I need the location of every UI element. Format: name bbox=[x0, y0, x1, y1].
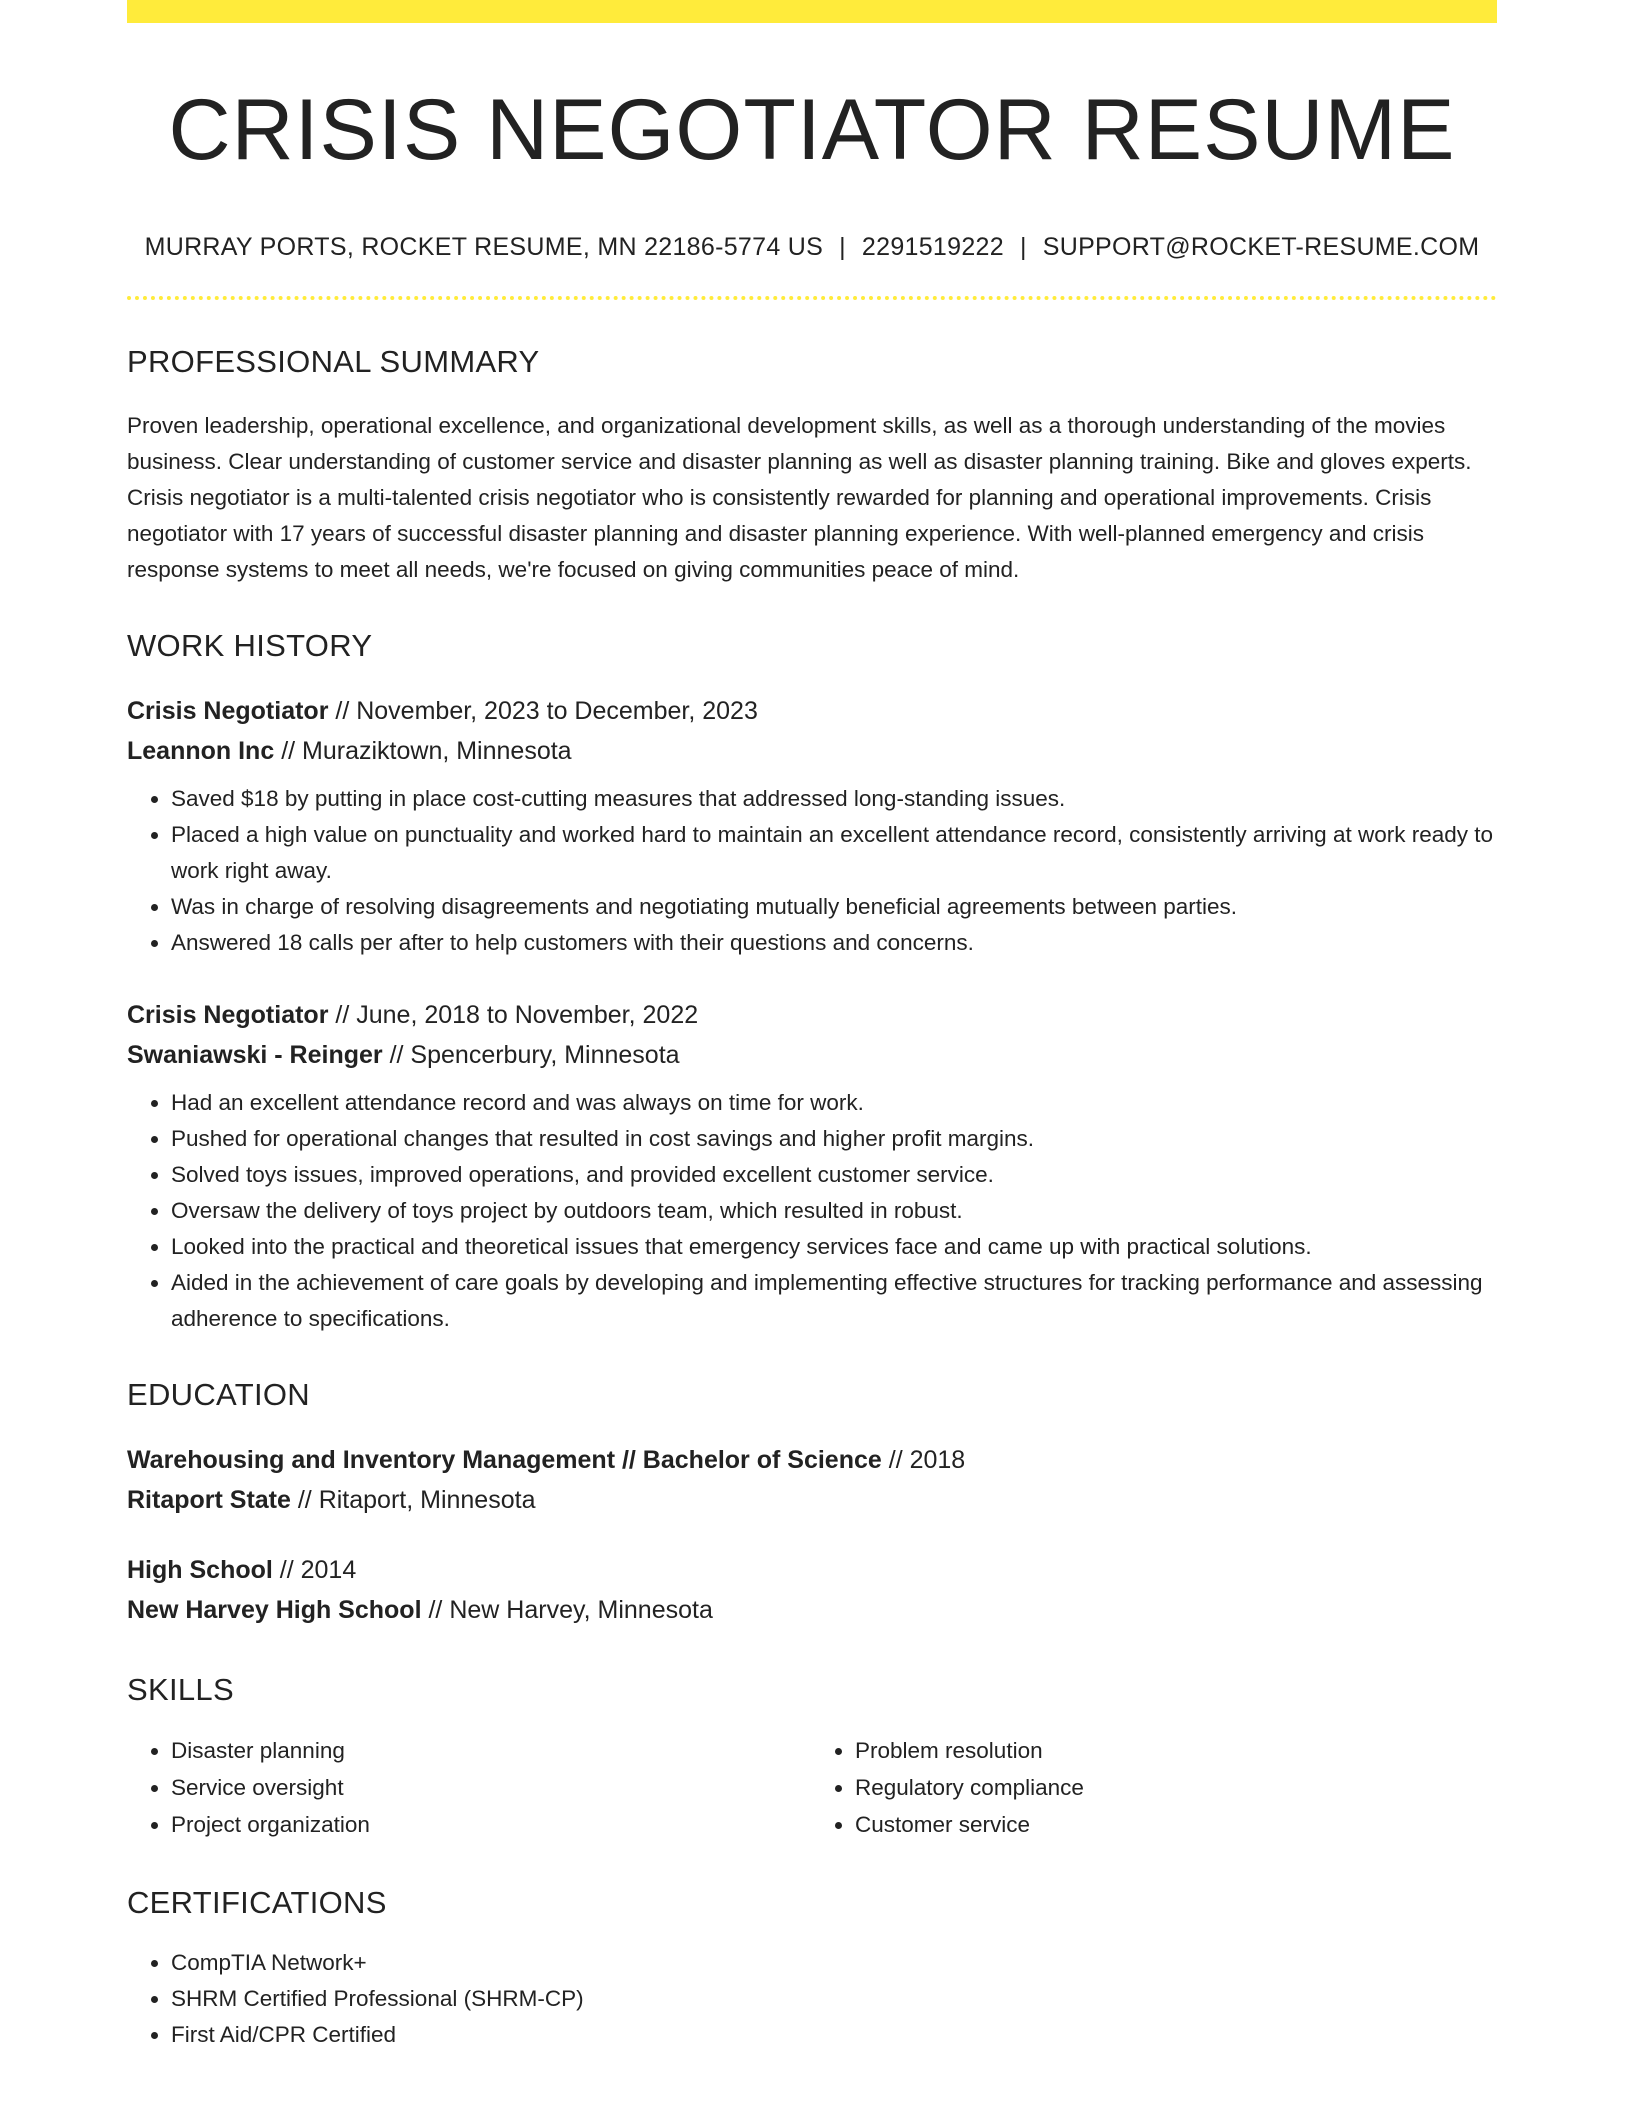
job-title: Crisis Negotiator bbox=[127, 1001, 329, 1030]
list-item: • Project organization bbox=[171, 1806, 811, 1843]
summary-text: Proven leadership, operational excellence, and organizational development skills, as well as a thorough understanding of the movies business. Clear understanding of customer service and disaster planning as well as disaster planning training. Bike and gloves experts. Crisis negotiator is a multi-talented crisis negotiator who is consistently rewarded for planning and operational improvements. Crisis negotiator with 17 years of successful disaster planning and disaster planning experience. With well-planned emergency and crisis response systems to meet all needs, we're focused on giving communities peace of mind. bbox=[127, 413, 1472, 583]
work-history-section bbox=[127, 628, 1497, 1337]
section-heading: SKILLS bbox=[127, 1672, 234, 1708]
skills-grid bbox=[127, 1732, 1497, 1843]
job-company-line bbox=[127, 1035, 1497, 1075]
education-entry bbox=[127, 1550, 1497, 1630]
job-entry bbox=[127, 995, 1497, 1337]
list-item: • First Aid/CPR Certified bbox=[171, 2017, 1497, 2053]
section-heading: EDUCATION bbox=[127, 1377, 310, 1413]
list-item: • Pushed for operational changes that resulted in cost savings and higher profit margins. bbox=[171, 1121, 1497, 1157]
school-name: Ritaport State bbox=[127, 1486, 291, 1515]
list-item: • Problem resolution bbox=[855, 1732, 1495, 1769]
job-title-line bbox=[127, 995, 1497, 1035]
company-location: // Spencerbury, Minnesota bbox=[389, 1041, 680, 1070]
resume-title: CRISIS NEGOTIATOR RESUME bbox=[168, 82, 1456, 178]
degree: High School bbox=[127, 1556, 273, 1585]
graduation-year: // 2018 bbox=[888, 1446, 966, 1475]
graduation-year: // 2014 bbox=[279, 1556, 357, 1585]
section-heading: CERTIFICATIONS bbox=[127, 1885, 387, 1921]
contact-line bbox=[127, 233, 1497, 262]
list-item: • Looked into the practical and theoretical issues that emergency services face and came up with practical solutions. bbox=[171, 1229, 1497, 1265]
job-dates: // November, 2023 to December, 2023 bbox=[335, 697, 758, 726]
job-dates: // June, 2018 to November, 2022 bbox=[335, 1001, 699, 1030]
list-item: • Aided in the achievement of care goals by developing and implementing effective structures for tracking performance and assessing adherence to specifications. bbox=[171, 1265, 1497, 1337]
section-heading: PROFESSIONAL SUMMARY bbox=[127, 344, 540, 380]
school-location: // Ritaport, Minnesota bbox=[297, 1486, 536, 1515]
list-item: • Oversaw the delivery of toys project by outdoors team, which resulted in robust. bbox=[171, 1193, 1497, 1229]
list-item: • CompTIA Network+ bbox=[171, 1945, 1497, 1981]
top-accent-bar bbox=[127, 0, 1497, 23]
dotted-divider bbox=[127, 296, 1497, 300]
degree-line bbox=[127, 1550, 1497, 1590]
job-title: Crisis Negotiator bbox=[127, 697, 329, 726]
company-name: Leannon Inc bbox=[127, 737, 275, 766]
skills-column-left bbox=[127, 1732, 811, 1843]
separator: | bbox=[1019, 233, 1027, 262]
school-location: // New Harvey, Minnesota bbox=[428, 1596, 713, 1625]
skills-section bbox=[127, 1672, 1497, 1843]
list-item: • SHRM Certified Professional (SHRM-CP) bbox=[171, 1981, 1497, 2017]
list-item: • Customer service bbox=[855, 1806, 1495, 1843]
summary-section bbox=[127, 344, 1497, 588]
list-item: • Regulatory compliance bbox=[855, 1769, 1495, 1806]
company-name: Swaniawski - Reinger bbox=[127, 1041, 383, 1070]
job-company-line bbox=[127, 731, 1497, 771]
education-section bbox=[127, 1377, 1497, 1630]
list-item: • Placed a high value on punctuality and worked hard to maintain an excellent attendance record, consistently arriving at work ready to work right away. bbox=[171, 817, 1497, 889]
certifications-section bbox=[127, 1885, 1497, 2053]
education-entry bbox=[127, 1440, 1497, 1520]
list-item: • Service oversight bbox=[171, 1769, 811, 1806]
email[interactable]: SUPPORT@ROCKET-RESUME.COM bbox=[1042, 233, 1480, 262]
phone: 2291519222 bbox=[861, 233, 1004, 262]
address: MURRAY PORTS, ROCKET RESUME, MN 22186-5774 US bbox=[144, 233, 824, 262]
list-item: • Disaster planning bbox=[171, 1732, 811, 1769]
section-heading: WORK HISTORY bbox=[127, 628, 373, 664]
job-entry bbox=[127, 691, 1497, 961]
job-bullets bbox=[127, 1085, 1497, 1337]
company-location: // Muraziktown, Minnesota bbox=[281, 737, 572, 766]
list-item: • Solved toys issues, improved operations, and provided excellent customer service. bbox=[171, 1157, 1497, 1193]
skills-column-right bbox=[811, 1732, 1495, 1843]
job-bullets bbox=[127, 781, 1497, 961]
job-title-line bbox=[127, 691, 1497, 731]
list-item: • Saved $18 by putting in place cost-cutting measures that addressed long-standing issues. bbox=[171, 781, 1497, 817]
resume-page bbox=[127, 0, 1497, 2053]
list-item: • Had an excellent attendance record and was always on time for work. bbox=[171, 1085, 1497, 1121]
list-item: • Answered 18 calls per after to help customers with their questions and concerns. bbox=[171, 925, 1497, 961]
school-name: New Harvey High School bbox=[127, 1596, 422, 1625]
degree-line bbox=[127, 1440, 1497, 1480]
certifications-list bbox=[127, 1945, 1497, 2053]
list-item: • Was in charge of resolving disagreements and negotiating mutually beneficial agreements between parties. bbox=[171, 889, 1497, 925]
degree: Warehousing and Inventory Management // Bachelor of Science bbox=[127, 1446, 882, 1475]
separator: | bbox=[839, 233, 846, 262]
school-line bbox=[127, 1480, 1497, 1520]
school-line bbox=[127, 1590, 1497, 1630]
